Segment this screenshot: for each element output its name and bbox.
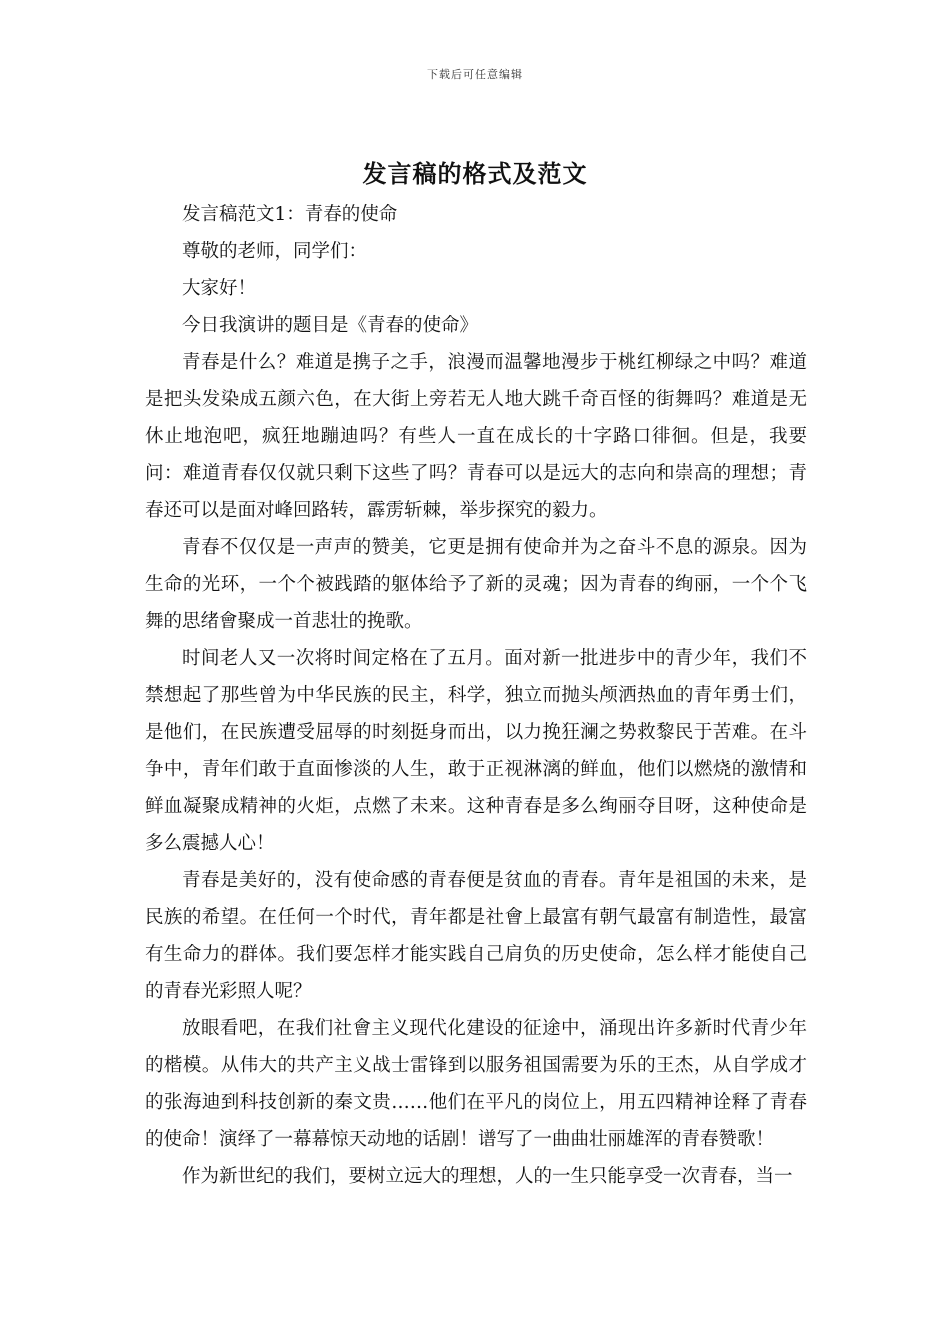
paragraph: 放眼看吧，在我们社會主义现代化建设的征途中，涌现出许多新时代青少年的楷模。从伟大的共产主义战士雷锋到以服务祖国需要为乐的王杰，从自学成才的张海迪到科技创新的秦文贵……他们在平凡的岗位上，用五四精神诠释了青春的使命！演绎了一幕幕惊天动地的话剧！谱写了一曲曲壮丽雄浑的青春赞歌！ [145,1018,807,1150]
paragraph: 发言稿范文1：青春的使命 [182,204,398,225]
paragraph: 作为新世纪的我们，要树立远大的理想，人的一生只能享受一次青春，当一 [182,1166,793,1187]
paragraph: 大家好！ [182,278,257,299]
document-body [145,196,807,1195]
document-title: 发言稿的格式及范文 [362,159,588,188]
paragraph: 青春是什么？难道是携子之手，浪漫而温馨地漫步于桃红柳绿之中吗？难道是把头发染成五颜六色，在大街上旁若无人地大跳千奇百怪的街舞吗？难道是无休止地泡吧，疯狂地蹦迪吗？有些人一直在成长的十字路口徘徊。但是，我要问：难道青春仅仅就只剩下这些了吗？青春可以是远大的志向和崇高的理想；青春还可以是面对峰回路转，霹雳斩棘，举步探究的毅力。 [145,352,807,521]
paragraph: 时间老人又一次将时间定格在了五月。面对新一批进步中的青少年，我们不禁想起了那些曾为中华民族的民主，科学，独立而抛头颅洒热血的青年勇士们，是他们，在民族遭受屈辱的时刻挺身而出，以力挽狂澜之势救黎民于苦难。在斗争中，青年们敢于直面惨淡的人生，敢于正视淋漓的鲜血，他们以燃烧的激情和鲜血凝聚成精神的火炬，点燃了未来。这种青春是多么绚丽夺目呀，这种使命是多么震撼人心！ [145,648,807,854]
header-note: 下载后可任意编辑 [427,68,523,81]
paragraph: 青春是美好的，没有使命感的青春便是贫血的青春。青年是祖国的未来，是民族的希望。在任何一个时代，青年都是社會上最富有朝气最富有制造性，最富有生命力的群体。我们要怎样才能实践自己肩负的历史使命，怎么样才能使自己的青春光彩照人呢？ [145,870,807,1002]
paragraph: 青春不仅仅是一声声的赞美，它更是拥有使命并为之奋斗不息的源泉。因为生命的光环，一个个被践踏的躯体给予了新的灵魂；因为青春的绚丽，一个个飞舞的思绪會聚成一首悲壮的挽歌。 [145,537,807,632]
paragraph: 今日我演讲的题目是《青春的使命》 [182,315,479,336]
paragraph: 尊敬的老师，同学们： [182,241,368,262]
